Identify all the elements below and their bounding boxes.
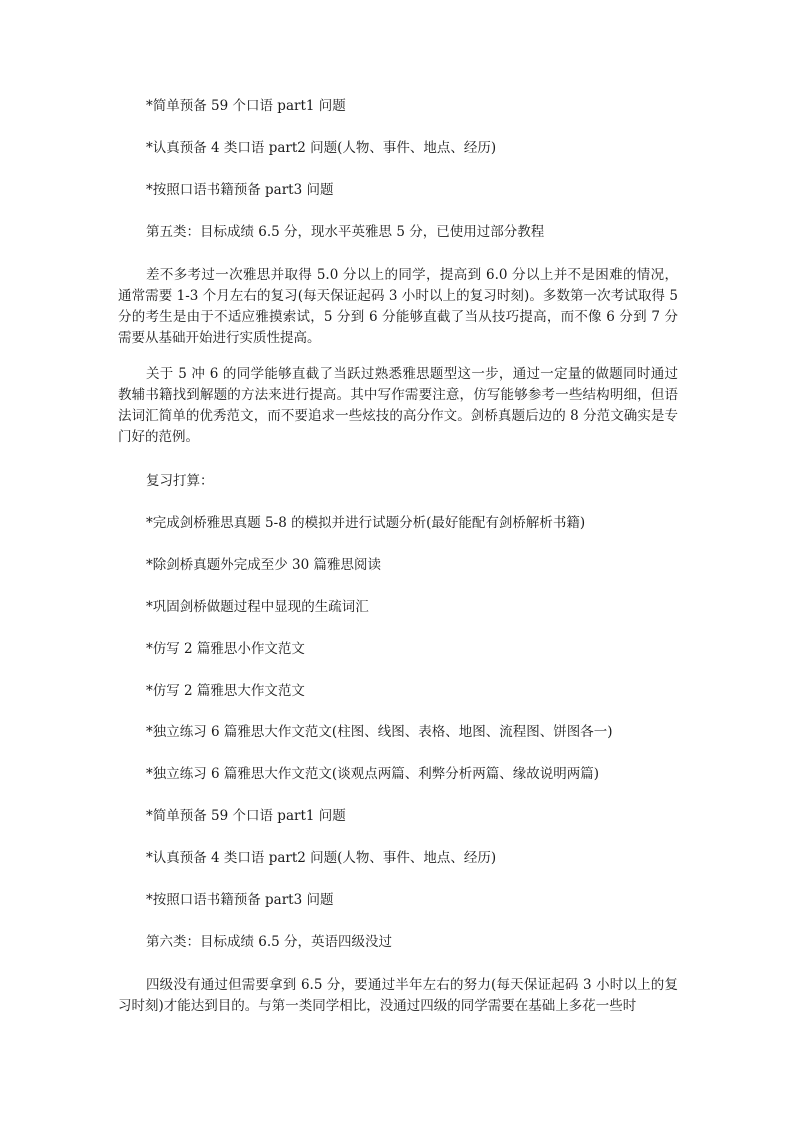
list-item: *按照口语书籍预备 part3 问题	[146, 182, 334, 198]
list-item: *按照口语书籍预备 part3 问题	[146, 892, 334, 908]
list-item: *认真预备 4 类口语 part2 问题(人物、事件、地点、经历)	[146, 850, 497, 866]
list-item: *除剑桥真题外完成至少 30 篇雅思阅读	[146, 557, 382, 573]
list-item: *仿写 2 篇雅思大作文范文	[146, 683, 305, 699]
paragraph: 四级没有通过但需要拿到 6.5 分，要通过半年左右的努力(每天保证起码 3 小时以上的复习时刻)才能达到目的。与第一类同学相比，没通过四级的同学需要在基础上多花一些时	[118, 977, 678, 1014]
list-item: *巩固剑桥做题过程中显现的生疏词汇	[146, 599, 369, 615]
list-item: *简单预备 59 个口语 part1 问题	[146, 808, 346, 824]
section-heading: 复习打算：	[146, 473, 214, 489]
list-item: *完成剑桥雅思真题 5-8 的模拟并进行试题分析(最好能配有剑桥解析书籍)	[146, 515, 586, 531]
list-item: *简单预备 59 个口语 part1 问题	[146, 98, 346, 114]
list-item: *认真预备 4 类口语 part2 问题(人物、事件、地点、经历)	[146, 140, 497, 156]
section-heading: 第六类：目标成绩 6.5 分，英语四级没过	[146, 934, 393, 950]
paragraph: 关于 5 冲 6 的同学能够直截了当跃过熟悉雅思题型这一步，通过一定量的做题同时通过教辅书籍找到解题的方法来进行提高。其中写作需要注意，仿写能够参考一些结构明细，但语法词汇简单的优秀范文，而不要追求一些炫技的高分作文。剑桥真题后边的 8 分范文确实是专门好的范例。	[118, 366, 678, 445]
list-item: *独立练习 6 篇雅思大作文范文(柱图、线图、表格、地图、流程图、饼图各一)	[146, 724, 613, 740]
section-heading: 第五类：目标成绩 6.5 分，现水平英雅思 5 分，已使用过部分教程	[146, 224, 545, 240]
list-item: *独立练习 6 篇雅思大作文范文(谈观点两篇、利弊分析两篇、缘故说明两篇)	[146, 766, 599, 782]
list-item: *仿写 2 篇雅思小作文范文	[146, 641, 305, 657]
paragraph: 差不多考过一次雅思并取得 5.0 分以上的同学，提高到 6.0 分以上并不是困难的情况，通常需要 1-3 个月左右的复习(每天保证起码 3 小时以上的复习时刻)。多数第一次考试取得 5 分的考生是由于不适应雅摸索试，5 分到 6 分能够直截了当从技巧提高，而不像 6 分到 7 分需要从基础开始进行实质性提高。	[118, 267, 678, 346]
